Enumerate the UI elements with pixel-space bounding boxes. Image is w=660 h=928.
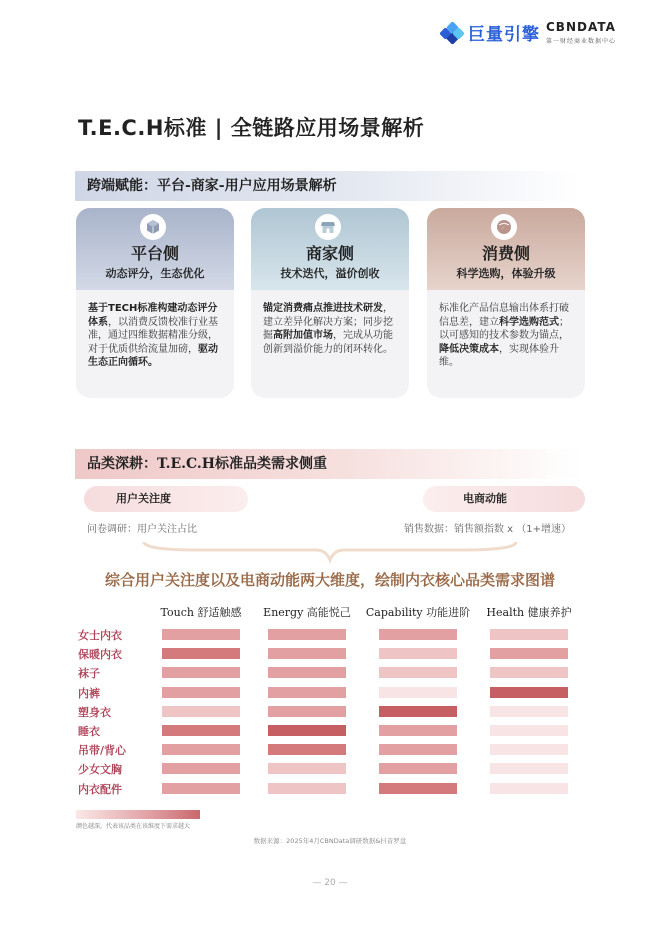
juliang-logo (440, 20, 540, 45)
heatmap-cell (268, 783, 346, 794)
heatmap-cell (268, 725, 346, 736)
heatmap-row-label: 内衣配件 (78, 782, 122, 796)
heatmap-cell (379, 763, 457, 774)
legend-gradient-bar (76, 810, 200, 819)
heatmap-row-label: 塑身衣 (78, 705, 111, 719)
card-platform-header (76, 208, 234, 290)
heatmap-column-header: Energy 高能悦己 (263, 606, 351, 619)
dimension-user-attention: 用户关注度 (84, 486, 248, 512)
heatmap-row-label: 少女文胸 (78, 763, 122, 777)
juliang-logo-text: 巨量引擎 (468, 25, 540, 45)
heatmap-cell (162, 667, 240, 678)
dimension-ecommerce-momentum: 电商动能 (423, 486, 585, 512)
cbndata-logo-title: CBNDATA (546, 20, 616, 34)
heatmap-cell (268, 706, 346, 717)
heatmap-cell (490, 763, 568, 774)
heatmap-row-label: 吊带/背心 (78, 744, 127, 758)
card-body-segment: ，实现体验升维。 (439, 343, 559, 368)
heatmap-row-label: 女士内衣 (78, 629, 122, 642)
card-merchant (251, 208, 409, 398)
card-body-segment: 驱动生态正向循环。 (88, 343, 218, 368)
heatmap-cell (490, 725, 568, 736)
heatmap-cell (490, 629, 568, 640)
heatmap-cell (490, 648, 568, 659)
heatmap-cell (162, 763, 240, 774)
page-title: T.E.C.H标准 | 全链路应用场景解析 (78, 116, 425, 140)
user-attention-note: 问卷调研：用户关注占比 (87, 524, 197, 535)
heatmap-cell (162, 706, 240, 717)
heatmap-cell (268, 667, 346, 678)
card-merchant-body (251, 290, 409, 356)
card-body-segment: 锚定消费痛点推进技术研发 (263, 303, 383, 314)
heatmap-row-label: 内裤 (78, 686, 100, 700)
page-number: — 20 — (312, 878, 348, 888)
section1-header: 跨端赋能：平台-商家-用户应用场景解析 (75, 171, 580, 201)
card-merchant-header (251, 208, 409, 290)
section2-header: 品类深耕：T.E.C.H标准品类需求侧重 (75, 449, 580, 479)
heatmap-cell (379, 629, 457, 640)
card-consumer-body (427, 290, 585, 370)
compass-icon (491, 214, 517, 240)
heatmap-cell (268, 687, 346, 698)
heatmap-cell (268, 744, 346, 755)
card-platform-body (76, 290, 234, 370)
card-merchant-title: 商家侧 (305, 244, 354, 263)
card-platform-title: 平台侧 (130, 244, 179, 263)
heatmap-cell (162, 687, 240, 698)
heatmap-cell (162, 725, 240, 736)
heatmap-cell (268, 648, 346, 659)
cube-icon (140, 214, 166, 240)
heatmap-cell (162, 744, 240, 755)
heatmap-column-header: Capability 功能进阶 (365, 606, 471, 619)
card-platform (76, 208, 234, 398)
heatmap-cell (379, 783, 457, 794)
card-consumer-title: 消费侧 (481, 244, 530, 263)
card-body-segment: ；以可感知的技术参数为锚点， (439, 316, 569, 341)
card-body-segment: ，完成从功能创新到溢价能力的闭环转化。 (263, 330, 393, 355)
card-body-segment: 标准化产品信息输出体系打破信息差，建立 (439, 303, 569, 328)
card-body-segment: ，以消费反馈校准行业基准，通过四维数据精准分级，对于优质供给流量加磅， (88, 316, 218, 355)
heatmap-cell (379, 744, 457, 755)
heatmap-column-header: Touch 舒适触感 (160, 606, 242, 619)
card-consumer (427, 208, 585, 398)
demand-map-title: 综合用户关注度以及电商动能两大维度，绘制内衣核心品类需求图谱 (104, 571, 555, 589)
legend-text: 颜色越深，代表该品类在该维度下需求越大 (76, 823, 191, 830)
heatmap-cell (379, 667, 457, 678)
card-consumer-header (427, 208, 585, 290)
store-icon (315, 214, 341, 240)
heatmap-row-label: 睡衣 (78, 725, 100, 738)
heatmap-cell (162, 783, 240, 794)
cbndata-logo (546, 20, 616, 45)
ecommerce-note: 销售数据：销售额指数 x （1+增速） (404, 524, 572, 535)
heatmap-cell (490, 687, 568, 698)
heatmap-row-label: 保暖内衣 (78, 648, 122, 662)
juliang-logo-mark-icon (440, 22, 462, 44)
cbndata-logo-subtitle: 第一财经商业数据中心 (546, 38, 617, 45)
heatmap-cell (379, 648, 457, 659)
data-source: 数据来源：2025年4月CBNData调研数据&抖音罗盘 (253, 837, 407, 845)
card-merchant-subtitle: 技术迭代，溢价创收 (280, 267, 380, 280)
heatmap-cell (268, 763, 346, 774)
heatmap-column-header: Health 健康养护 (486, 606, 572, 619)
heatmap-row-label: 袜子 (78, 667, 100, 681)
card-consumer-subtitle: 科学选购，体验升级 (456, 267, 556, 280)
brace-connector-icon (140, 536, 520, 564)
heatmap-cell (490, 783, 568, 794)
heatmap-cell (379, 687, 457, 698)
heatmap-cell (162, 648, 240, 659)
heatmap-cell (490, 706, 568, 717)
card-body-segment: 基于TECH标准构建动态评分体系 (88, 303, 218, 328)
card-body-segment: 科学选购范式 (499, 316, 559, 328)
card-body-segment: 降低决策成本 (439, 343, 499, 355)
heatmap-cell (490, 744, 568, 755)
heatmap-cell (379, 706, 457, 717)
heatmap-cell (162, 629, 240, 640)
card-body-segment: 高附加值市场 (273, 330, 333, 341)
heatmap-cell (490, 667, 568, 678)
heatmap-cell (379, 725, 457, 736)
card-platform-subtitle: 动态评分，生态优化 (105, 267, 205, 280)
heatmap-cell (268, 629, 346, 640)
card-body-segment: ，建立差异化解决方案；同步挖掘 (263, 303, 393, 341)
